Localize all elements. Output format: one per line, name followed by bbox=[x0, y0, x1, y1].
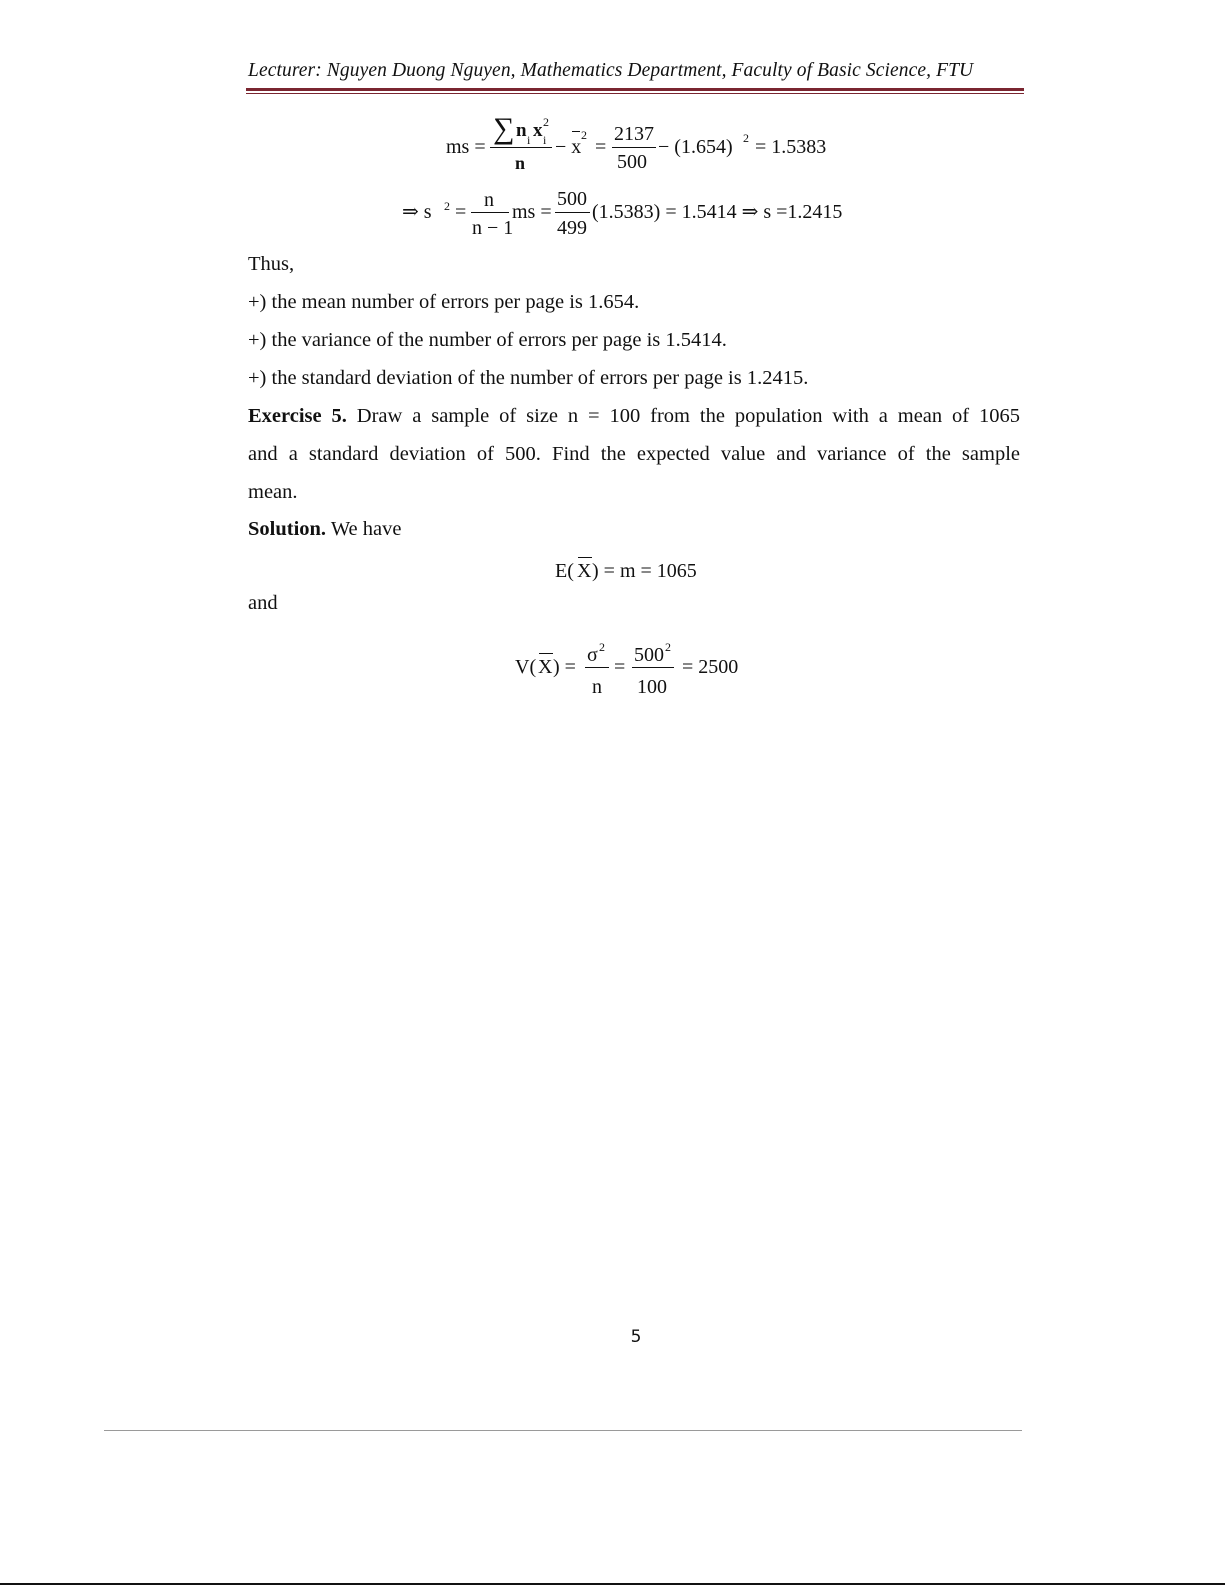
running-header: Lecturer: Nguyen Duong Nguyen, Mathematics Department, Faculty of Basic Science, FTU bbox=[248, 60, 974, 81]
sigma-sum-symbol: ∑ bbox=[493, 112, 515, 145]
page-number: 5 bbox=[630, 1327, 642, 1347]
footer-rule bbox=[104, 1430, 1022, 1431]
result-variance: +) the variance of the number of errors per page is 1.5414. bbox=[248, 329, 727, 351]
header-rule-thin bbox=[246, 93, 1024, 94]
solution-label: Solution. bbox=[248, 518, 327, 540]
exercise-label: Exercise 5. bbox=[248, 405, 347, 427]
exercise-line-2: and a standard deviation of 500. Find the expected value and variance of the sample bbox=[248, 443, 1020, 465]
exercise-line-1: Exercise 5. Draw a sample of size n = 100 from the population with a mean of 1065 bbox=[248, 405, 1020, 427]
and-line: and bbox=[248, 592, 278, 614]
result-std-dev: +) the standard deviation of the number of errors per page is 1.2415. bbox=[248, 367, 809, 389]
document-page: Lecturer: Nguyen Duong Nguyen, Mathematics Department, Faculty of Basic Science, FTU ms = ∑ n i x i 2 n − x 2 = 2137 500 − (1.654) 2 = 1.5383 ⇒ s 2 = n n − 1 ms = 500 499 (1.5383) = 1.5414 ⇒ s =1.2415 Thus, +) the mean number of errors per page is 1.654. +) the variance of the number of errors per page is 1.5414. +) the standard deviation of the number of errors per page is 1.2415. Exercise 5. Draw a sample of size n = 100 from the population with a mean of 1065 and a standard deviation of 500. Find the expected value and variance of the sample mean. Solution. We have E( X ) = m = 1065 and V( X ) = σ 2 n = 500 2 100 = 2500 5 bbox=[0, 0, 1225, 1585]
exercise-5 bbox=[248, 397, 1020, 511]
header-rule-thick bbox=[246, 88, 1024, 91]
solution-line: Solution. We have bbox=[248, 518, 402, 540]
result-mean: +) the mean number of errors per page is 1.654. bbox=[248, 291, 640, 313]
exercise-line-3: mean. bbox=[248, 481, 298, 503]
thus-line: Thus, bbox=[248, 253, 295, 275]
